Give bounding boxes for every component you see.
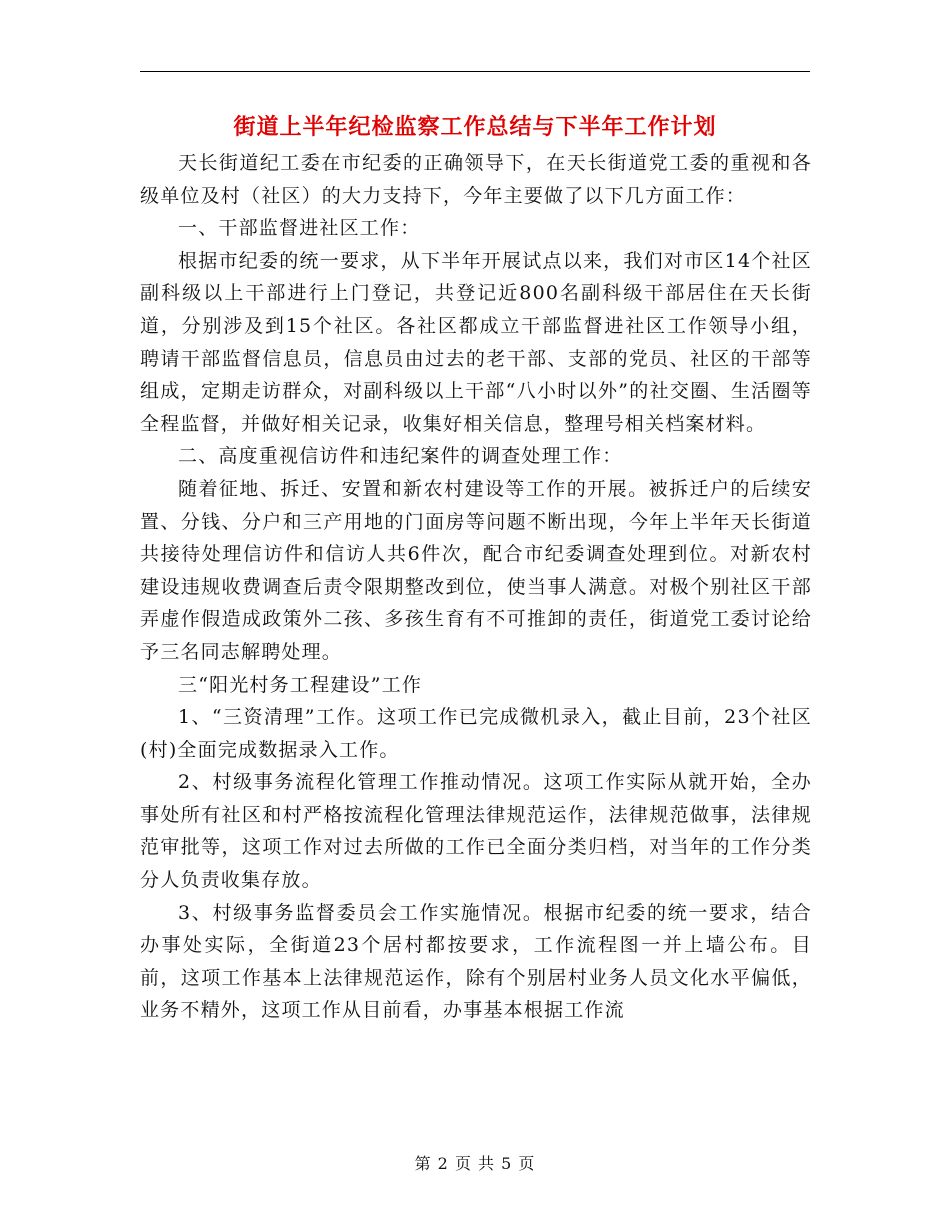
list-item: 3、村级事务监督委员会工作实施情况。根据市纪委的统一要求，结合办事处实际，全街道23个居村都按要求，工作流程图一并上墙公布。目前，这项工作基本上法律规范运作，除有个别居村业务人员文化水平偏低，业务不精外，这项工作从目前看，办事基本根据工作流: [140, 901, 812, 1022]
body-paragraph: 随着征地、拆迁、安置和新农村建设等工作的开展。被拆迁户的后续安置、分钱、分户和三产用地的门面房等问题不断出现，今年上半年天长街道共接待处理信访件和信访人共6件次，配合市纪委调查处理到位。对新农村建设违规收费调查后责令限期整改到位，使当事人满意。对极个别社区干部弄虚作假造成政策外二孩、多孩生育有不可推卸的责任，街道党工委讨论给予三名同志解聘处理。: [140, 477, 812, 663]
list-item: 2、村级事务流程化管理工作推动情况。这项工作实际从就开始，全办事处所有社区和村严格按流程化管理法律规范运作，法律规范做事，法律规范审批等，这项工作对过去所做的工作已全面分类归档，对当年的工作分类分人负责收集存放。: [140, 771, 812, 892]
header-rule: [140, 71, 810, 72]
section-heading-2: 二、高度重视信访件和违纪案件的调查处理工作：: [178, 445, 623, 468]
document-body: [140, 147, 812, 1027]
page-number: 第 2 页 共 5 页: [414, 1154, 536, 1173]
body-paragraph: 根据市纪委的统一要求，从下半年开展试点以来，我们对市区14个社区副科级以上干部进行上门登记，共登记近800名副科级干部居住在天长街道，分别涉及到15个社区。各社区都成立干部监督进社区工作领导小组，聘请干部监督信息员，信息员由过去的老干部、支部的党员、社区的干部等组成，定期走访群众，对副科级以上干部“八小时以外”的社交圈、生活圈等全程监督，并做好相关记录，收集好相关信息，整理号相关档案材料。: [140, 249, 812, 435]
section-heading-3: 三“阳光村务工程建设”工作: [178, 673, 423, 696]
intro-paragraph: 天长街道纪工委在市纪委的正确领导下，在天长街道党工委的重视和各级单位及村（社区）的大力支持下，今年主要做了以下几方面工作：: [140, 152, 812, 207]
list-item: 1、“三资清理”工作。这项工作已完成微机录入，截止目前，23个社区(村)全面完成数据录入工作。: [140, 706, 812, 761]
document-title: 街道上半年纪检监察工作总结与下半年工作计划: [233, 114, 717, 140]
section-heading-1: 一、干部监督进社区工作：: [178, 217, 421, 240]
